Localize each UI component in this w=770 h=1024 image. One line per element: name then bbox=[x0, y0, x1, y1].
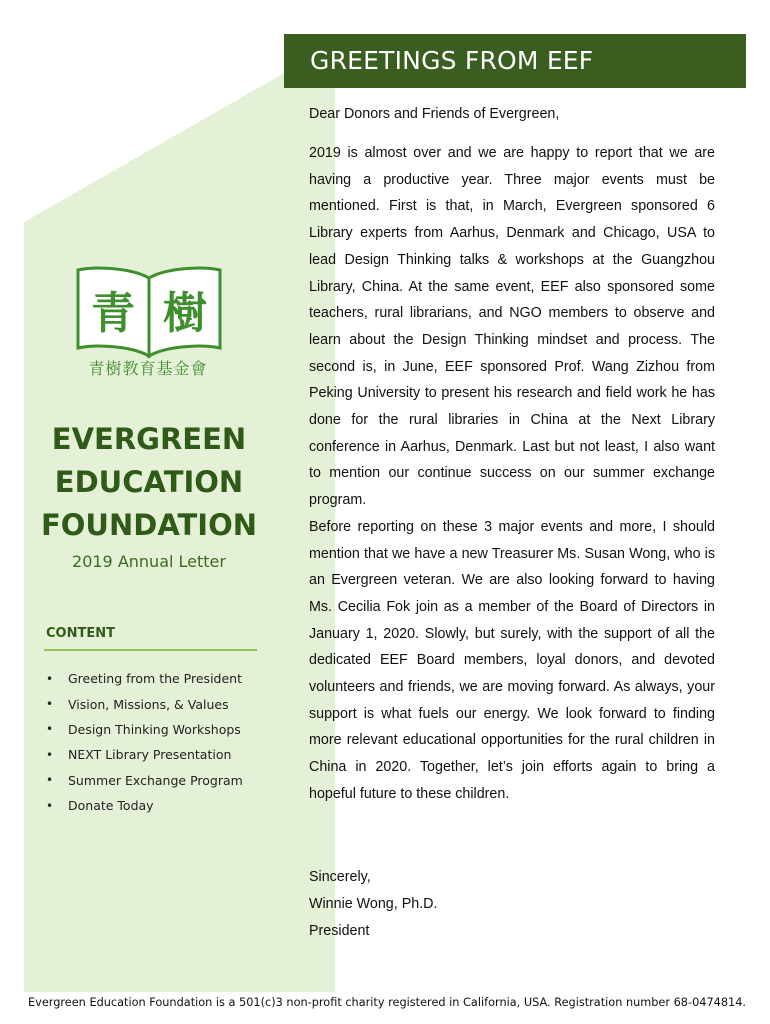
contents-list bbox=[46, 666, 243, 818]
footer-text: Evergreen Education Foundation is a 501(c)3 non-profit charity registered in California, USA. Registration number 68-0474814. bbox=[28, 996, 746, 1009]
contents-divider bbox=[44, 649, 257, 651]
org-name-line: FOUNDATION bbox=[40, 508, 258, 542]
organization-name bbox=[40, 418, 258, 547]
logo-character-right: 樹 bbox=[163, 288, 207, 339]
list-item: • Summer Exchange Program bbox=[46, 772, 243, 788]
letter-paragraph: Before reporting on these 3 major events and more, I should mention that we have a new Treasurer Ms. Susan Wong, who is an Evergreen veteran. We are also looking forward to having Ms. Cecilia Fok join as a member of the Board of Directors in January 1, 2020. Slowly, but surely, with the support of all the dedicated EEF Board members, loyal donors, and devoted volunteers and friends, we are moving forward. As always, your support is what fuels our energy. We look forward to finding more relevant educational opportunities for the rural children in China in 2020. Together, let’s join efforts again to bring a hopeful future to these children. bbox=[309, 518, 715, 802]
page-title: GREETINGS FROM EEF bbox=[310, 46, 594, 75]
letter-paragraph: 2019 is almost over and we are happy to report that we are having a productive year. Three major events must be mentioned. First is that, in March, Evergreen sponsored 6 Library experts from Aarhus, Denmark and Chicago, USA to lead Design Thinking talks & workshops at the Guangzhou Library, China. At the same event, EEF also sponsored some teachers, rural librarians, and NGO members to observe and learn about the Design Thinking mindset and process. The second is, in June, EEF sponsored Prof. Wang Zizhou from Peking University to present his research and field work he has done for the rural libraries in China at the Next Library conference in Aarhus, Denmark. Last but not least, I also want to mention our continue success on our summer exchange program. bbox=[309, 145, 715, 509]
list-item: • NEXT Library Presentation bbox=[46, 747, 232, 763]
bullet-icon: • bbox=[46, 722, 54, 737]
logo-subtitle: 青樹教育基金會 bbox=[88, 359, 208, 378]
org-name-line: EDUCATION bbox=[54, 465, 244, 499]
list-item: • Donate Today bbox=[46, 798, 154, 814]
letter-body bbox=[309, 100, 715, 808]
salutation: Dear Donors and Friends of Evergreen, bbox=[309, 106, 560, 122]
bullet-icon: • bbox=[46, 697, 54, 712]
bullet-icon: • bbox=[46, 671, 54, 686]
contents-heading: CONTENT bbox=[46, 626, 115, 641]
signatory-name: Winnie Wong, Ph.D. bbox=[309, 896, 438, 912]
header-bar bbox=[284, 34, 746, 88]
signatory-title: President bbox=[309, 923, 370, 939]
closing-text: Sincerely, bbox=[309, 869, 371, 885]
list-item: • Greeting from the President bbox=[46, 671, 242, 687]
org-name-line: EVERGREEN bbox=[51, 422, 247, 456]
bullet-icon: • bbox=[46, 747, 54, 762]
bullet-icon: • bbox=[46, 773, 54, 788]
annual-letter-subtitle: 2019 Annual Letter bbox=[72, 552, 226, 571]
logo-character-left: 青 bbox=[91, 288, 135, 339]
bullet-icon: • bbox=[46, 798, 54, 813]
list-item: • Vision, Missions, & Values bbox=[46, 696, 229, 712]
list-item: • Design Thinking Workshops bbox=[46, 721, 241, 737]
letter-closing bbox=[309, 864, 437, 945]
